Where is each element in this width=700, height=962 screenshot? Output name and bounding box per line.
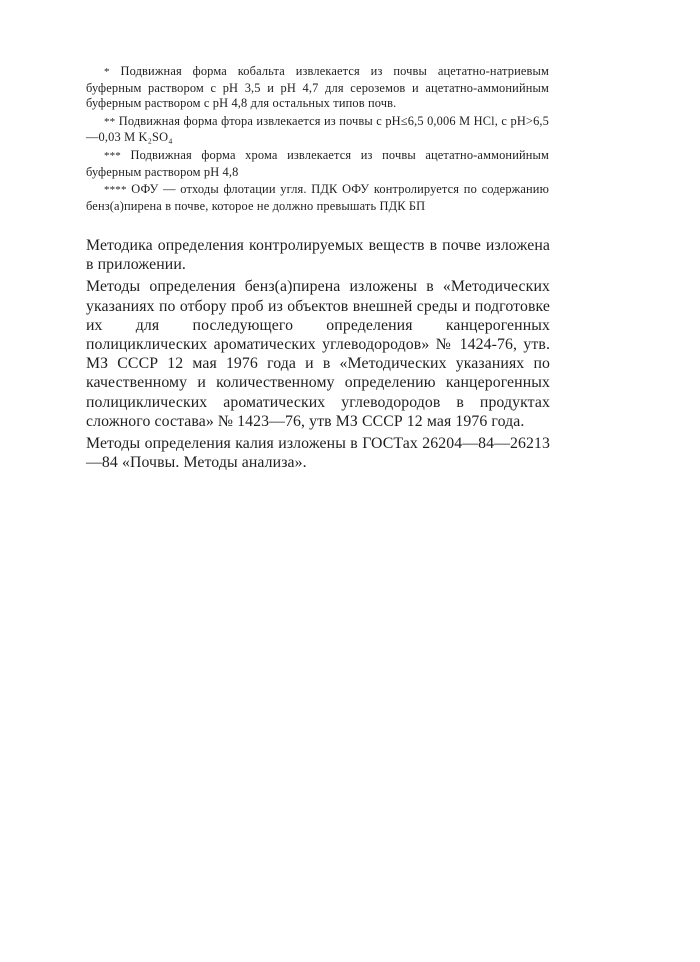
footnote [86,182,549,214]
footnote-marker: *** [104,149,121,162]
footnote [86,64,549,112]
paragraph: Методы определения бенз(а)пирена изложены в «Методических указаниях по отбору проб из объектов внешней среды и подготовке их для последующего определения канцерогенных полициклических ароматических углеводородов» № 1424-76, утв. МЗ СССР 12 мая 1976 года и в «Методических указаниях по качественному и количественному определению канцерогенных полициклических ароматических углеводородов в продуктах сложного состава» № 1423—76, утв МЗ СССР 12 мая 1976 года. [86,278,550,430]
footnotes-block [86,64,549,216]
footnote-text: Подвижная форма хрома извлекается из почвы ацетатно-аммонийным буферным раствором рН 4,8 [86,147,550,179]
footnote-marker: ** [104,115,116,128]
footnote [86,148,549,180]
paragraph: Методы определения калия изложены в ГОСТах 26204—84—26213—84 «Почвы. Методы анализа». [86,435,550,472]
footnote-marker: * [104,66,110,78]
main-text [86,236,550,475]
footnote-text: Подвижная форма фтора извлекается из почвы с рН≤6,5 0,006 М HCl, с рН>6,5—0,03 М K₂SO₄ [86,113,550,145]
paragraph: Методика определения контролируемых веществ в почве изложена в приложении. [86,237,550,274]
footnote-text: Подвижная форма кобальта извлекается из почвы ацетатно-натриевым буферным раствором с рН 3,5 и рН 4,7 для сероземов и ацетатно-аммонийным буферным раствором с рН 4,8 для остальных типов почв. [86,64,549,111]
footnote-text: ОФУ — отходы флотации угля. ПДК ОФУ контролируется по содержанию бенз(а)пирена в почве, которое не должно превышать ПДК БП [86,182,549,213]
footnote [86,114,549,146]
footnote-marker: **** [104,184,127,197]
